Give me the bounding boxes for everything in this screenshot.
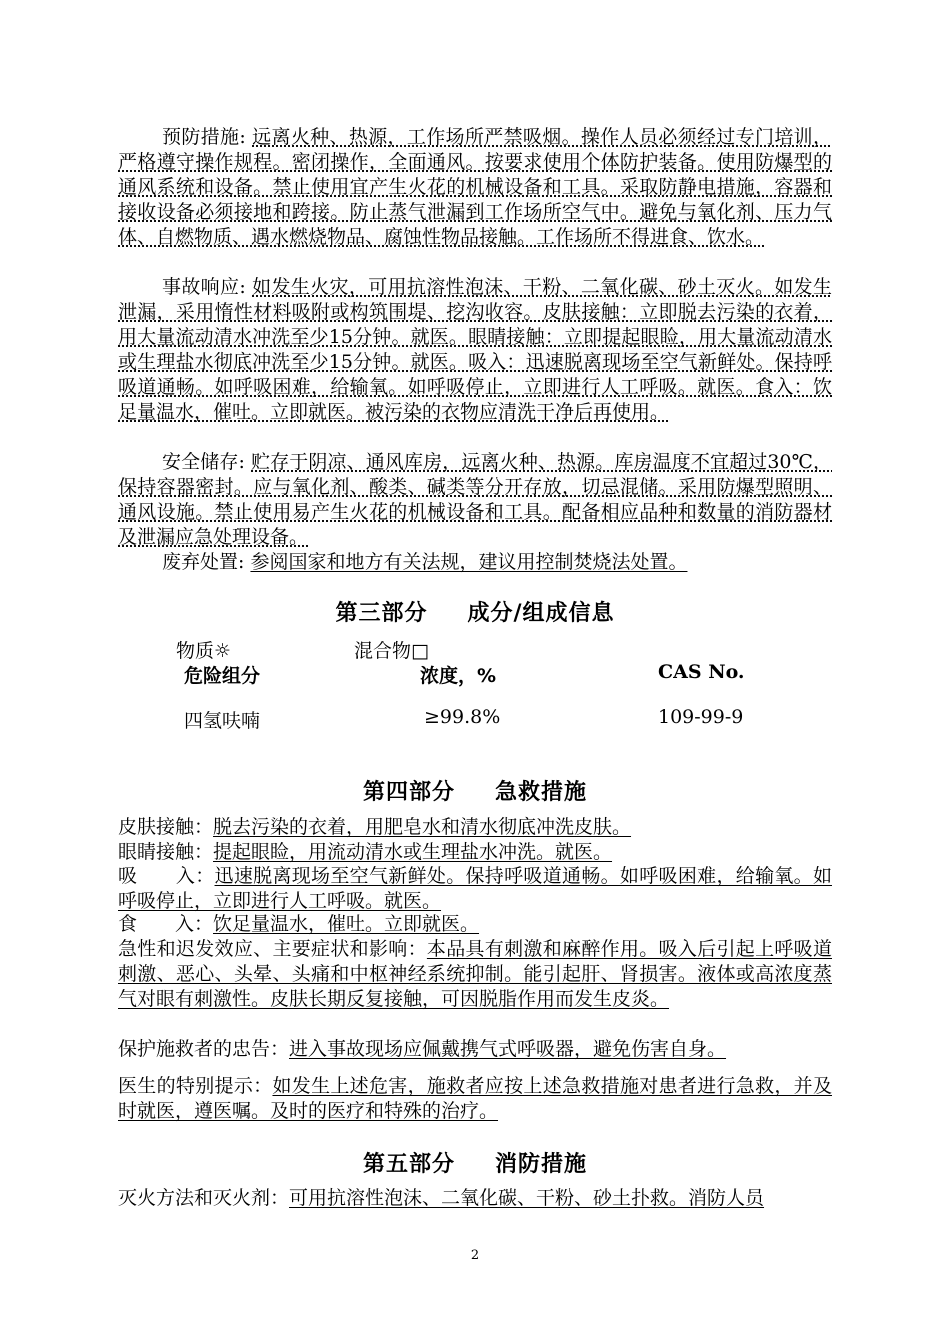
acute-effects-text: 本品具有刺激和麻醉作用。吸入后引起上呼吸道刺激、恶心、头晕、头痛和中枢神经系统抑制。能引起肝、肾损害。液体或高浓度蒸气对眼有刺激性。皮肤长期反复接触，可因脱脂作用而发生皮炎。 bbox=[118, 938, 832, 1010]
mixture-checkbox-label: 混合物□ bbox=[354, 640, 429, 662]
section3-title: 成分/组成信息 bbox=[467, 601, 615, 626]
acute-effects-paragraph bbox=[118, 937, 832, 1012]
table-cell-concentration: ≥99.8% bbox=[424, 706, 501, 728]
inhalation-label: 吸 入： bbox=[118, 865, 215, 887]
disposal-text: 参阅国家和地方有关法规，建议用控制焚烧法处置。 bbox=[250, 551, 688, 573]
ingestion-label: 食 入： bbox=[118, 913, 214, 935]
extinguishing-paragraph bbox=[118, 1186, 832, 1211]
response-label: 事故响应: bbox=[162, 276, 246, 298]
storage-paragraph bbox=[118, 450, 832, 550]
disposal-paragraph bbox=[118, 550, 832, 575]
eye-contact-label: 眼睛接触： bbox=[118, 841, 214, 863]
doctor-note-paragraph bbox=[118, 1074, 832, 1124]
section3-part: 第三部分 bbox=[335, 601, 428, 626]
prevention-paragraph bbox=[118, 125, 832, 250]
section5-part: 第五部分 bbox=[362, 1152, 455, 1177]
substance-checkbox-label: 物质☼ bbox=[176, 640, 232, 662]
prevention-text: 远离火种、热源，工作场所严禁吸烟。操作人员必须经过专门培训，严格遵守操作规程。密闭操作，全面通风。按要求使用个体防护装备。使用防爆型的通风系统和设备。禁止使用宜产生火花的机械设备和工具。采取防静电措施，容器和接收设备必须接地和跨接。防止蒸气泄漏到工作场所空气中。避免与氧化剂、压力气体、自燃物质、遇水燃烧物品、腐蚀性物品接触。工作场所不得进食、饮水。 bbox=[118, 126, 832, 248]
table-header-component: 危险组分 bbox=[184, 665, 261, 687]
rescuer-advice-text: 进入事故现场应佩戴携气式呼吸器，避免伤害自身。 bbox=[289, 1038, 727, 1060]
section4-heading bbox=[0, 775, 950, 806]
response-text: 如发生火灾，可用抗溶性泡沫、干粉、二氧化碳、砂土灭火。如发生泄漏，采用惰性材料吸附或构筑围堤、挖沟收容。皮肤接触：立即脱去污染的衣着，用大量流动清水冲洗至少15分钟。就医。眼睛接触：立即提起眼睑，用大量流动清水或生理盐水彻底冲洗至少15分钟。就医。吸入：迅速脱离现场至空气新鲜处。保持呼吸道通畅。如呼吸困难，给输氧。如呼吸停止，立即进行人工呼吸。就医。食入：饮足量温水，催吐。立即就医。被污染的衣物应清洗干净后再使用。 bbox=[118, 276, 832, 423]
section4-title: 急救措施 bbox=[495, 780, 588, 805]
inhalation-text: 迅速脱离现场至空气新鲜处。保持呼吸道通畅。如呼吸困难，给输氧。如呼吸停止，立即进行人工呼吸。就医。 bbox=[118, 865, 832, 912]
section4-part: 第四部分 bbox=[362, 780, 455, 805]
section5-heading bbox=[0, 1147, 950, 1178]
section5-title: 消防措施 bbox=[495, 1152, 588, 1177]
response-paragraph bbox=[118, 275, 832, 425]
section3-heading bbox=[0, 596, 950, 627]
eye-contact-text: 提起眼睑，用流动清水或生理盐水冲洗。就医。 bbox=[213, 841, 613, 863]
disposal-label: 废弃处置: bbox=[162, 551, 245, 573]
eye-contact-paragraph bbox=[118, 840, 832, 865]
doctor-note-label: 医生的特别提示： bbox=[118, 1075, 273, 1097]
table-header-cas: CAS No. bbox=[658, 661, 745, 683]
inhalation-paragraph bbox=[118, 864, 832, 914]
prevention-label: 预防措施: bbox=[162, 126, 246, 148]
acute-effects-label: 急性和迟发效应、主要症状和影响： bbox=[118, 938, 427, 960]
storage-text: 贮存于阴凉、通风库房，远离火种、热源。库房温度不宜超过30℃，保持容器密封。应与氧化剂、酸类、碱类等分开存放，切忌混储。采用防爆型照明、通风设施。禁止使用易产生火花的机械设备和工具。配备相应品种和数量的消防器材及泄漏应急处理设备。 bbox=[118, 451, 833, 548]
ingestion-paragraph bbox=[118, 912, 832, 937]
storage-label: 安全储存: bbox=[162, 451, 245, 473]
skin-contact-label: 皮肤接触： bbox=[118, 816, 214, 838]
extinguishing-label: 灭火方法和灭火剂： bbox=[118, 1187, 290, 1209]
table-cell-cas: 109-99-9 bbox=[658, 706, 744, 728]
table-cell-component: 四氢呋喃 bbox=[184, 710, 261, 732]
rescuer-advice-paragraph bbox=[118, 1037, 832, 1062]
table-header-concentration: 浓度，% bbox=[420, 665, 497, 687]
skin-contact-text: 脱去污染的衣着，用肥皂水和清水彻底冲洗皮肤。 bbox=[213, 816, 632, 838]
rescuer-advice-label: 保护施救者的忠告： bbox=[118, 1038, 290, 1060]
extinguishing-text: 可用抗溶性泡沫、二氧化碳、干粉、砂土扑救。消防人员 bbox=[289, 1187, 765, 1209]
page-number: 2 bbox=[470, 1248, 480, 1263]
skin-contact-paragraph bbox=[118, 815, 832, 840]
ingestion-text: 饮足量温水，催吐。立即就医。 bbox=[213, 913, 480, 935]
doctor-note-text: 如发生上述危害，施救者应按上述急救措施对患者进行急救，并及时就医，遵医嘱。及时的医疗和特殊的治疗。 bbox=[118, 1075, 832, 1122]
